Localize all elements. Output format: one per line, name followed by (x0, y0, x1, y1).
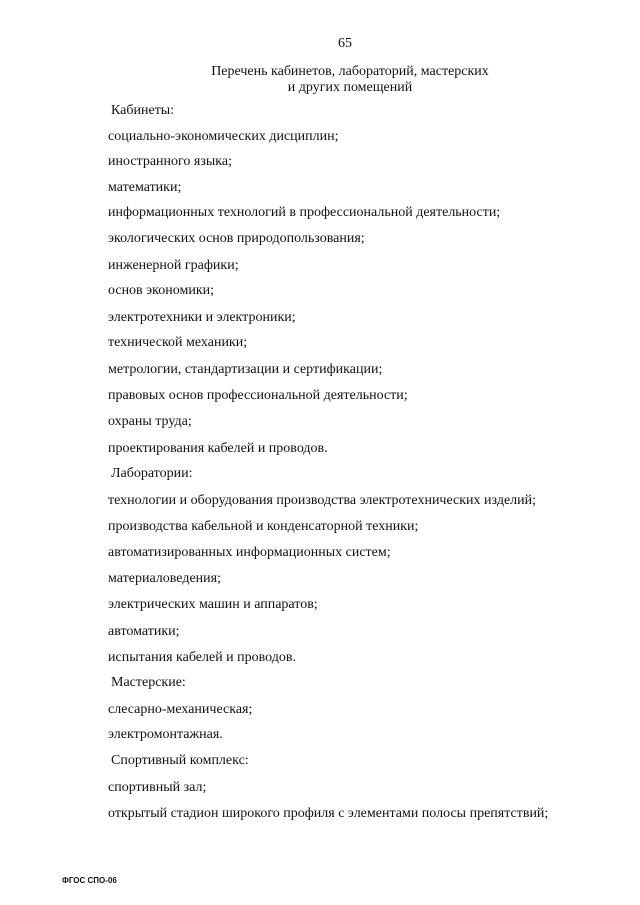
page-number: 65 (338, 36, 352, 51)
list-item: материаловедения; (108, 571, 221, 586)
list-item: метрологии, стандартизации и сертификации; (108, 362, 383, 377)
list-item: электротехники и электроники; (108, 310, 296, 325)
list-item: технологии и оборудования производства электротехнических изделий; (108, 493, 537, 508)
title-line-1: Перечень кабинетов, лабораторий, мастерских (211, 64, 489, 79)
list-item: автоматизированных информационных систем; (108, 545, 391, 560)
list-item: спортивный зал; (108, 780, 207, 795)
list-item: основ экономики; (108, 283, 215, 298)
list-item: информационных технологий в профессиональной деятельности; (108, 205, 501, 220)
list-item: слесарно-механическая; (108, 702, 253, 717)
list-item: иностранного языка; (108, 154, 232, 169)
section-heading-sports: Спортивный комплекс: (111, 753, 249, 768)
list-item: электрических машин и аппаратов; (108, 597, 318, 612)
list-item: испытания кабелей и проводов. (108, 650, 297, 665)
section-heading-workshops: Мастерские: (111, 675, 186, 690)
page-title (0, 64, 640, 96)
list-item: инженерной графики; (108, 258, 239, 273)
list-item: правовых основ профессиональной деятельности; (108, 388, 408, 403)
list-item: охраны труда; (108, 414, 192, 429)
footer-label: ФГОС СПО-06 (62, 876, 117, 885)
section-heading-cabinets: Кабинеты: (111, 103, 175, 118)
list-item: математики; (108, 180, 182, 195)
list-item: проектирования кабелей и проводов. (108, 441, 328, 456)
list-item: открытый стадион широкого профиля с элементами полосы препятствий; (108, 806, 549, 821)
list-item: производства кабельной и конденсаторной техники; (108, 519, 419, 534)
list-item: технической механики; (108, 335, 248, 350)
list-item: электромонтажная. (108, 727, 223, 742)
list-item: автоматики; (108, 624, 180, 639)
list-item: социально-экономических дисциплин; (108, 129, 339, 144)
title-line-2: и других помещений (287, 80, 413, 95)
list-item: экологических основ природопользования; (108, 231, 365, 246)
section-heading-labs: Лаборатории: (111, 466, 193, 481)
